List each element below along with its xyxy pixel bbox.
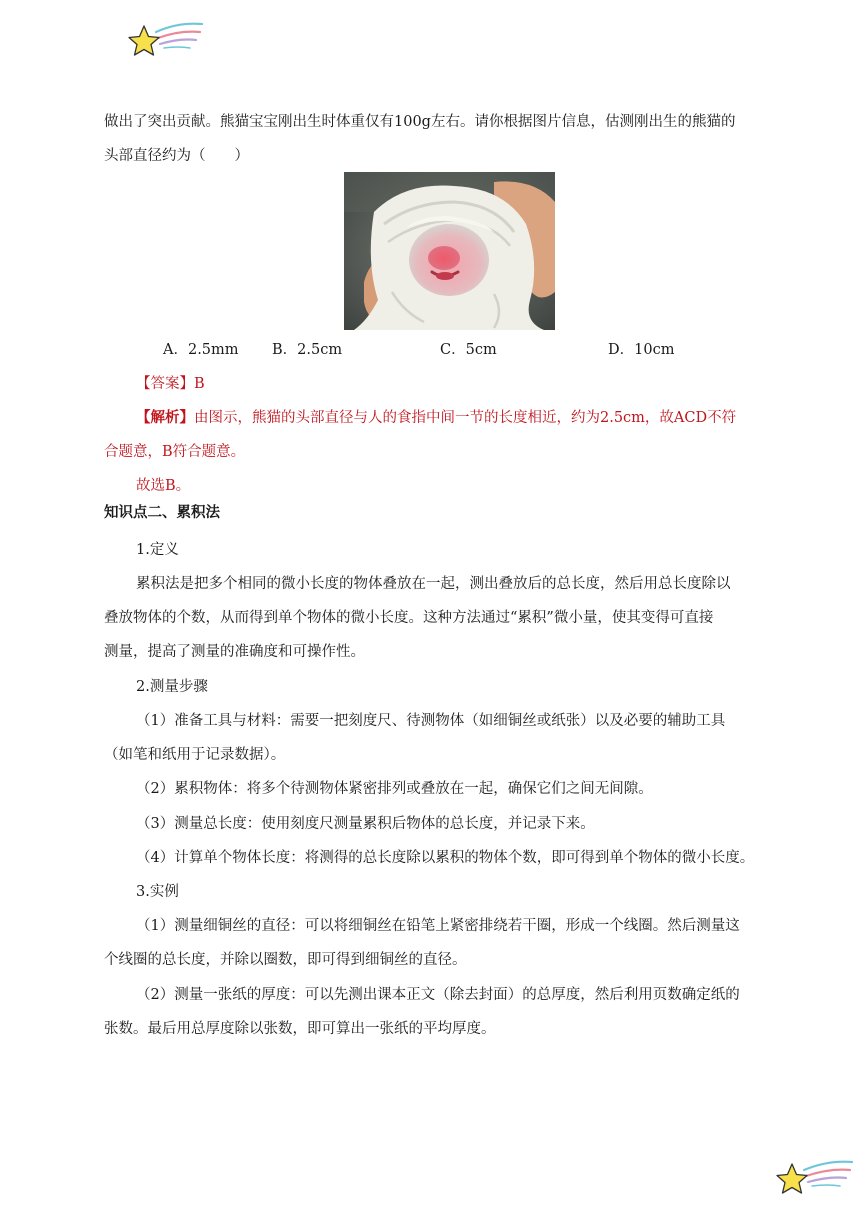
step-1-line-1: （1）准备工具与材料：需要一把刻度尺、待测物体（如细铜丝或纸张）以及必要的辅助工具	[136, 713, 726, 729]
example-1-line-2: 个线圈的总长度，并除以圈数，即可得到细铜丝的直径。	[104, 952, 467, 968]
question-text-line-1: 做出了突出贡献。熊猫宝宝刚出生时体重仅有100g左右。请你根据图片信息，估测刚出生的熊猫的	[104, 114, 736, 130]
section-heading: 知识点二、累积法	[104, 504, 220, 521]
step-4: （4）计算单个物体长度：将测得的总长度除以累积的物体个数，即可得到单个物体的微小长度。	[136, 850, 755, 866]
definition-line-2: 叠放物体的个数，从而得到单个物体的微小长度。这种方法通过“累积”微小量，使其变得可直接	[104, 610, 714, 626]
option-a: A．2.5mm	[163, 342, 239, 358]
subheading-examples: 3.实例	[136, 884, 179, 900]
definition-line-1: 累积法是把多个相同的微小长度的物体叠放在一起，测出叠放后的总长度，然后用总长度除以	[136, 576, 731, 592]
step-2: （2）累积物体：将多个待测物体紧密排列或叠放在一起，确保它们之间无间隙。	[136, 781, 653, 797]
shooting-star-icon	[126, 18, 204, 66]
example-1-line-1: （1）测量细铜丝的直径：可以将细铜丝在铅笔上紧密排绕若干圈，形成一个线圈。然后测量这	[136, 918, 740, 934]
step-3: （3）测量总长度：使用刻度尺测量累积后物体的总长度，并记录下来。	[136, 816, 595, 832]
option-b: B．2.5cm	[272, 342, 343, 358]
newborn-panda-photo	[344, 172, 555, 330]
definition-line-3: 测量，提高了测量的准确度和可操作性。	[104, 644, 365, 660]
example-2-line-2: 张数。最后用总厚度除以张数，即可算出一张纸的平均厚度。	[104, 1021, 496, 1037]
analysis-line-2: 合题意，B符合题意。	[104, 444, 246, 460]
analysis-text: 由图示，熊猫的头部直径与人的食指中间一节的长度相近，约为2.5cm，故ACD不符	[194, 410, 737, 426]
subheading-steps: 2.测量步骤	[136, 679, 208, 695]
option-c: C．5cm	[440, 342, 497, 358]
analysis-line-1	[136, 408, 736, 428]
answer-line: 【答案】B	[136, 376, 205, 392]
shooting-star-icon	[774, 1156, 854, 1202]
conclusion-line: 故选B。	[136, 478, 191, 494]
analysis-label: 【解析】	[136, 409, 194, 426]
step-1-line-2: （如笔和纸用于记录数据）。	[104, 747, 286, 763]
subheading-definition: 1.定义	[136, 542, 179, 558]
example-2-line-1: （2）测量一张纸的厚度：可以先测出课本正文（除去封面）的总厚度，然后利用页数确定纸的	[136, 987, 740, 1003]
question-text-line-2: 头部直径约为（ ）	[104, 148, 249, 164]
option-d: D．10cm	[608, 342, 675, 358]
